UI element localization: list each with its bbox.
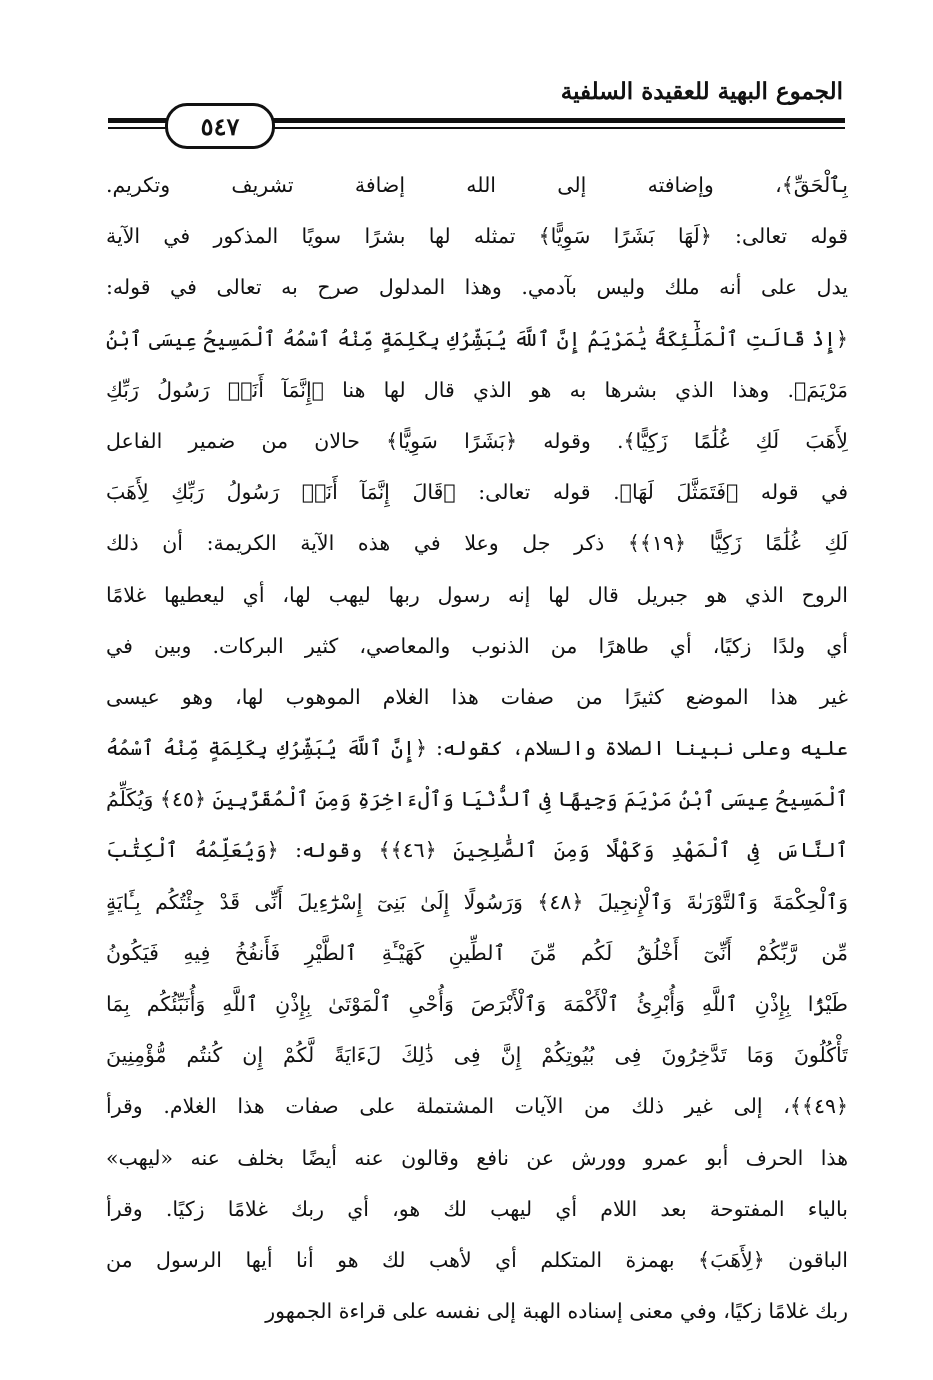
- text-line: طَيْرًۢا بِإِذْنِ ٱللَّهِ وَأُبْرِئُ ٱلْأَكْمَهَ وَٱلْأَبْرَصَ وَأُحْىِ ٱلْمَوْتَىٰ بِإِذْنِ ٱللَّهِ وَأُنَبِّئُكُم بِمَا: [106, 992, 848, 1016]
- text-line: ٱلنَّاسَ فِى ٱلْمَهْدِ وَكَهْلًا وَمِنَ ٱلصَّٰلِحِينَ ﴿٤٦﴾﴾ وقوله: ﴿وَيُعَلِّمُهُ ٱلْكِتَٰبَ: [106, 838, 848, 863]
- text-line: ﴿إِذْ قَالَتِ ٱلْمَلَٰٓئِكَةُ يَٰمَرْيَمُ إِنَّ ٱللَّهَ يُبَشِّرُكِ بِكَلِمَةٍ مِّنْهُ ٱسْمُهُ ٱلْمَسِيحُ عِيسَى ٱبْنُ: [106, 326, 848, 351]
- text-line: ﴿٤٩﴾﴾، إلى غير ذلك من الآيات المشتملة على صفات هذا الغلام. وقرأ: [106, 1094, 848, 1119]
- text-line: يدل على أنه ملك وليس بآدمي. وهذا المدلول صرح به تعالى في قوله:: [106, 275, 848, 300]
- text-line: بالياء المفتوحة بعد اللام أي ليهب لك هو، أي ربك غلامًا زكيًا. وقرأ: [106, 1196, 848, 1221]
- text-line: الروح الذي هو جبريل قال لها إنه رسول ربها ليهب لها، أي ليعطيها غلامًا: [106, 582, 848, 607]
- running-header-title: الجموع البهية للعقيدة السلفية: [560, 78, 843, 105]
- page-number-badge: ٥٤٧: [165, 103, 275, 149]
- text-line: مِّن رَّبِّكُمْ أَنِّىٓ أَخْلُقُ لَكُم مِّنَ ٱلطِّينِ كَهَيْـَٔةِ ٱلطَّيْرِ فَأَنفُخُ فِيهِ فَيَكُونُ: [106, 940, 848, 965]
- text-line: لِأَهَبَ لَكِ غُلَٰمًا زَكِيًّا﴾. وقوله ﴿بَشَرًا سَوِيًّا﴾ حالان من ضمير الفاعل: [106, 428, 848, 453]
- text-line: الباقون ﴿لِأَهَبَ﴾ بهمزة المتكلم أي لأهب لك هو أنا أيها الرسول من: [106, 1247, 848, 1272]
- text-line: في قوله ﴿فَتَمَثَّلَ لَهَا﴾. قوله تعالى: ﴿قَالَ إِنَّمَآ أَنَا۠ رَسُولُ رَبِّكِ لِأَهَبَ: [106, 480, 848, 505]
- text-line: لَكِ غُلَٰمًا زَكِيًّا ﴿١٩﴾﴾ ذكر جل وعلا في هذه الآية الكريمة: أن ذلك: [106, 531, 848, 556]
- text-line: غير هذا الموضع كثيرًا من صفات هذا الغلام الموهوب لها، وهو عيسى: [106, 684, 848, 709]
- text-line: تَأْكُلُونَ وَمَا تَدَّخِرُونَ فِى بُيُوتِكُمْ إِنَّ فِى ذَٰلِكَ لَءَايَةً لَّكُمْ إِن كُنتُم مُّؤْمِنِينَ: [106, 1043, 848, 1068]
- text-line: قوله تعالى: ﴿لَهَا بَشَرًا سَوِيًّا﴾ تمثله لها بشرًا سويًا المذكور في الآية: [106, 224, 848, 249]
- text-line: ٱلْمَسِيحُ عِيسَى ٱبْنُ مَرْيَمَ وَجِيهًا فِى ٱلدُّنْيَا وَٱلْءَاخِرَةِ وَمِنَ ٱلْمُقَرَّبِينَ ﴿٤٥﴾ وَيُكَلِّمُ: [106, 787, 848, 812]
- text-line: أي ولدًا زكيًا، أي طاهرًا من الذنوب والمعاصي، كثير البركات. وبين في: [106, 633, 848, 658]
- text-line: ربك غلامًا زكيًا، وفي معنى إسناده الهبة إلى نفسه على قراءة الجمهور: [265, 1299, 848, 1324]
- text-line: وَٱلْحِكْمَةَ وَٱلتَّوْرَىٰةَ وَٱلْإِنجِيلَ ﴿٤٨﴾ وَرَسُولًا إِلَىٰ بَنِىٓ إِسْرَٰٓءِيلَ أَنِّى قَدْ جِئْتُكُم بِـَٔايَةٍ: [106, 889, 848, 914]
- text-line: عليه وعلى نبينا الصلاة والسلام، كقوله: ﴿إِنَّ ٱللَّهَ يُبَشِّرُكِ بِكَلِمَةٍ مِّنْهُ ٱسْمُهُ: [106, 736, 848, 761]
- body-text: [106, 160, 848, 1337]
- text-line: مَرْيَمَ﴾. وهذا الذي بشرها به هو الذي قال لها هنا ﴿إِنَّمَآ أَنَا۠ رَسُولُ رَبِّكِ: [106, 377, 848, 402]
- text-line: هذا الحرف أبو عمرو وورش عن نافع وقالون عنه أيضًا بخلف عنه «ليهب»: [106, 1145, 848, 1170]
- text-line: بِٱلْحَقِّ﴾، وإضافته إلى الله إضافة تشريف وتكريم.: [106, 173, 848, 197]
